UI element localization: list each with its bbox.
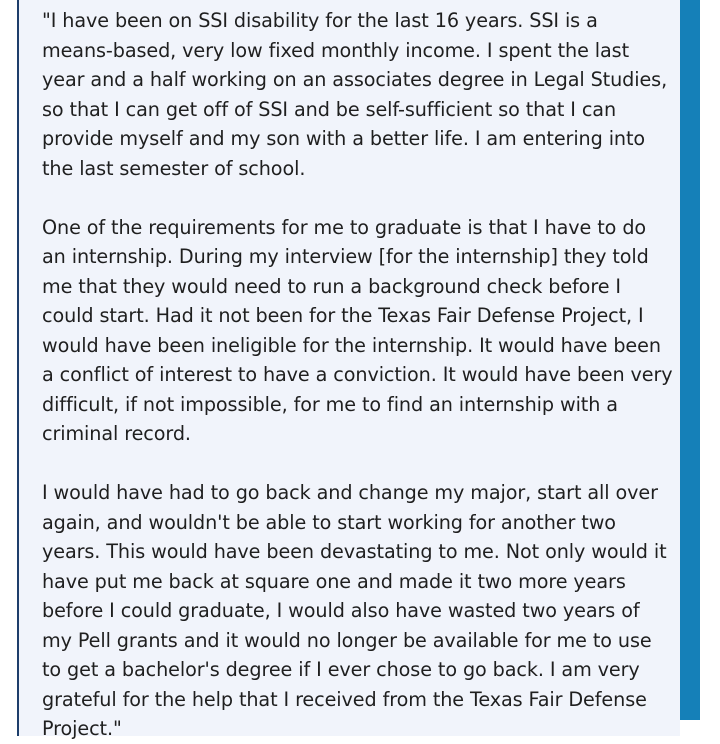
accent-bar (680, 0, 700, 720)
quote-paragraph-3: I would have had to go back and change my major, start all over again, and wouldn't be able to start working for another two years. This would have been devastating to me. Not only would it have put me back at square one and made it two more years before I could graduate, I would also have wasted two years of my Pell grants and it would no longer be available for me to use to get a bachelor's degree if I ever chose to go back. I am very grateful for the help that I received from the Texas Fair Defense Project." (42, 481, 667, 740)
testimonial-quote (42, 6, 674, 744)
quote-paragraph-2: One of the requirements for me to graduate is that I have to do an internship. During my interview [for the internship] they told me that they would need to run a background check before I could start. Had it not been for the Texas Fair Defense Project, I would have been ineligible for the internship. It would have been a conflict of interest to have a conviction. It would have been very difficult, if not impossible, for me to find an internship with a criminal record. (42, 215, 673, 445)
right-margin (700, 0, 720, 720)
quote-paragraph-1: "I have been on SSI disability for the last 16 years. SSI is a means-based, very low fixed monthly income. I spent the last year and a half working on an associates degree in Legal Studies, so that I can get off of SSI and be self-sufficient so that I can provide myself and my son with a better life. I am entering into the last semester of school. (42, 9, 668, 180)
